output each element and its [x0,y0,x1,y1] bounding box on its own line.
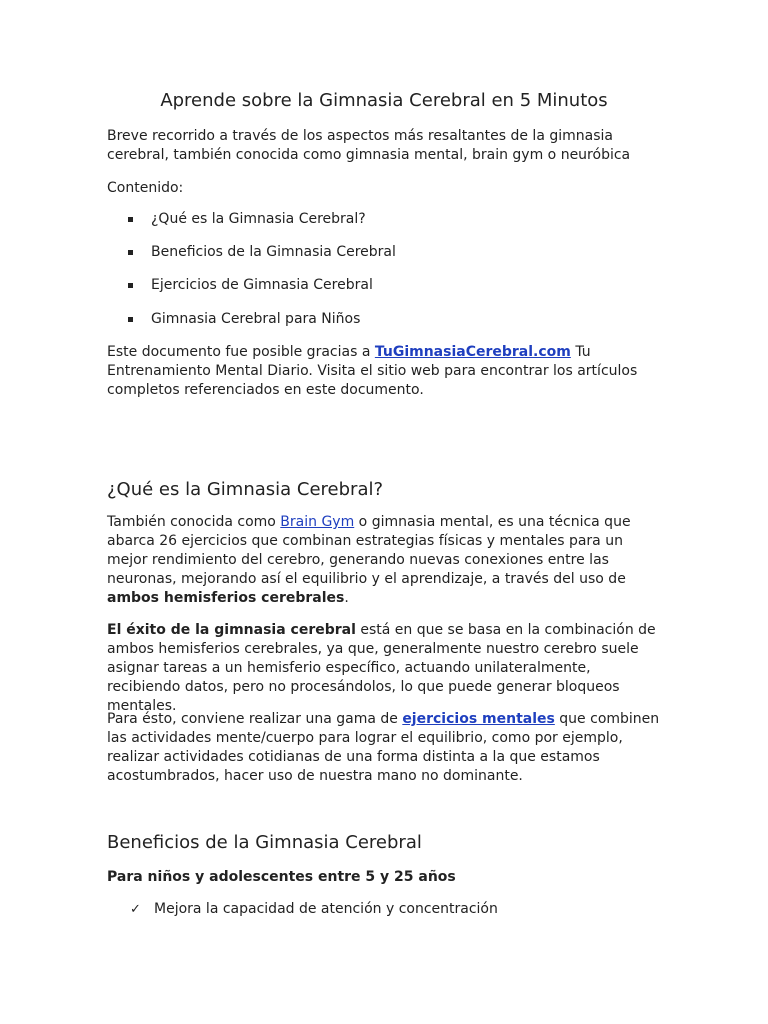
what-is-paragraph-2 [107,621,667,716]
mental-exercises-link[interactable]: ejercicios mentales [402,711,555,727]
page-title: Aprende sobre la Gimnasia Cerebral en 5 Minutos [160,90,608,111]
text: Para ésto, conviene realizar una gama de [107,711,403,727]
text: También conocida como [107,514,281,530]
benefit-item-label: Mejora la capacidad de atención y concentración [154,901,498,917]
contents-item-label: Gimnasia Cerebral para Niños [151,311,361,327]
credit-text-before: Este documento fue posible gracias a [107,344,375,360]
what-is-paragraph-3 [107,710,667,786]
benefits-subheading: Para niños y adolescentes entre 5 y 25 años [107,869,456,885]
square-bullet-icon [128,217,133,222]
text: o gimnasia mental, es una técnica que abarca 26 ejercicios que combinan estrategias físicas y mentales para un mejor rendimiento del cerebro, generando nuevas conexiones entre las neuronas, mejorando así el equilibrio y el aprendizaje, a través del uso de [107,514,631,587]
square-bullet-icon [128,250,133,255]
site-link[interactable]: TuGimnasiaCerebral.com [374,344,571,360]
text: . [344,590,349,606]
what-is-paragraph-1 [107,513,667,608]
contents-item[interactable] [128,276,373,295]
square-bullet-icon [128,317,133,322]
credit-paragraph [107,343,667,400]
contents-item-label: Ejercicios de Gimnasia Cerebral [151,277,373,293]
contents-item-label: Beneficios de la Gimnasia Cerebral [151,244,396,260]
contents-item[interactable] [128,310,360,329]
credit-text-after: Tu Entrenamiento Mental Diario. Visita el sitio web para encontrar los artículos completos referenciados en este documento. [107,344,638,398]
checkmark-icon: ✓ [130,902,141,917]
bold-text: El éxito de la gimnasia cerebral [107,622,356,638]
contents-item-label: ¿Qué es la Gimnasia Cerebral? [151,211,366,227]
contents-label: Contenido: [107,180,184,196]
brain-gym-link[interactable]: Brain Gym [280,514,355,530]
intro-paragraph: Breve recorrido a través de los aspectos más resaltantes de la gimnasia cerebral, también conocida como gimnasia mental, brain gym o neuróbica [107,128,631,163]
contents-item[interactable] [128,210,366,229]
text: está en que se basa en la combinación de ambos hemisferios cerebrales, ya que, generalmente nuestro cerebro suele asignar tareas a un hemisferio específico, actuando unilateralmente, recibiendo datos, pero no procesándolos, lo que puede generar bloqueos mentales. [107,622,656,714]
text: que combinen las actividades mente/cuerpo para lograr el equilibrio, como por ejemplo, realizar actividades cotidianas de una forma distinta a la que estamos acostumbrados, hacer uso de nuestra mano no dominante. [107,711,660,784]
section-heading-benefits: Beneficios de la Gimnasia Cerebral [107,832,422,853]
square-bullet-icon [128,283,133,288]
section-heading-what-is: ¿Qué es la Gimnasia Cerebral? [107,479,384,500]
bold-text: ambos hemisferios cerebrales [107,590,345,606]
contents-item[interactable] [128,243,396,262]
benefit-item [130,900,498,919]
